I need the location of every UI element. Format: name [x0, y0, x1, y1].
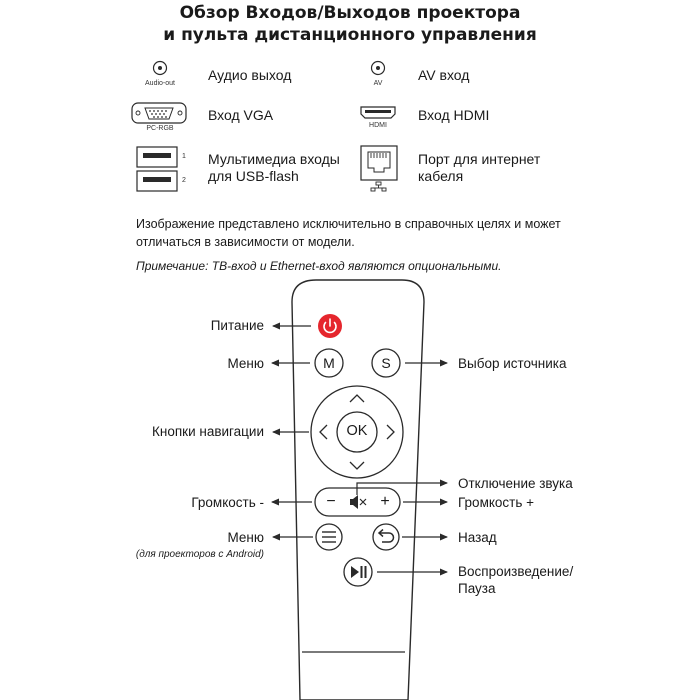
remark: Примечание: ТВ-вход и Ethernet-вход являются опциональными.	[136, 259, 502, 273]
nav-down-icon[interactable]	[350, 462, 364, 469]
hdmi-label: Вход HDMI	[418, 107, 490, 123]
usb-port-number-1: 1	[182, 153, 186, 160]
menu-m-label: M	[323, 355, 335, 371]
vga-label: Вход VGA	[208, 107, 274, 123]
menu-label: Меню	[227, 356, 264, 371]
mute-arrow	[357, 483, 447, 495]
volume-up-label: Громкость +	[458, 495, 535, 510]
menu-android-sublabel: (для проекторов с Android)	[135, 549, 264, 560]
volume-down-label: Громкость -	[191, 495, 264, 510]
back-button[interactable]	[373, 524, 399, 550]
nav-right-icon[interactable]	[387, 425, 394, 439]
play-pause-label-line-2: Пауза	[458, 581, 496, 596]
callout-arrows	[272, 326, 447, 572]
title-line-1: Обзор Входов/Выходов проектора	[179, 3, 521, 23]
audio-out-label: Аудио выход	[208, 67, 292, 83]
power-label: Питание	[210, 318, 264, 333]
av-caption: AV	[373, 80, 383, 87]
source-s-label: S	[381, 355, 391, 371]
source-label: Выбор источника	[458, 356, 567, 371]
disclaimer-line-1: Изображение представлено исключительно в справочных целях и может	[136, 217, 561, 231]
nav-left-icon[interactable]	[320, 425, 327, 439]
play-pause-label-line-1: Воспроизведение/	[458, 564, 574, 579]
av-label: AV вход	[418, 67, 470, 83]
volume-minus-label: −	[326, 493, 336, 510]
play-pause-button[interactable]	[344, 558, 372, 586]
hdmi-caption: HDMI	[369, 122, 387, 129]
power-button[interactable]	[318, 314, 342, 338]
usb-label-line-1: Мультимедиа входы	[208, 151, 340, 167]
vga-caption: PC-RGB	[146, 125, 174, 132]
nav-up-icon[interactable]	[350, 395, 364, 402]
back-label: Назад	[458, 530, 497, 545]
audio-out-caption: Audio-out	[145, 80, 175, 87]
ethernet-label-line-2: кабеля	[418, 168, 464, 184]
usb-port-number-2: 2	[182, 177, 186, 184]
remote-body	[292, 280, 424, 700]
menu-android-label: Меню	[227, 530, 264, 545]
volume-plus-label: +	[380, 493, 390, 510]
mute-icon[interactable]	[350, 495, 366, 509]
mute-label: Отключение звука	[458, 476, 573, 491]
ethernet-label-line-1: Порт для интернет	[418, 151, 541, 167]
disclaimer-line-2: отличаться в зависимости от модели.	[136, 235, 355, 249]
menu-android-button[interactable]	[316, 524, 342, 550]
navigation-label: Кнопки навигации	[152, 424, 264, 439]
title-line-2: и пульта дистанционного управления	[163, 25, 537, 45]
usb-label-line-2: для USB-flash	[208, 168, 299, 184]
ok-label: OK	[346, 423, 368, 439]
play-pause-label	[458, 563, 573, 597]
